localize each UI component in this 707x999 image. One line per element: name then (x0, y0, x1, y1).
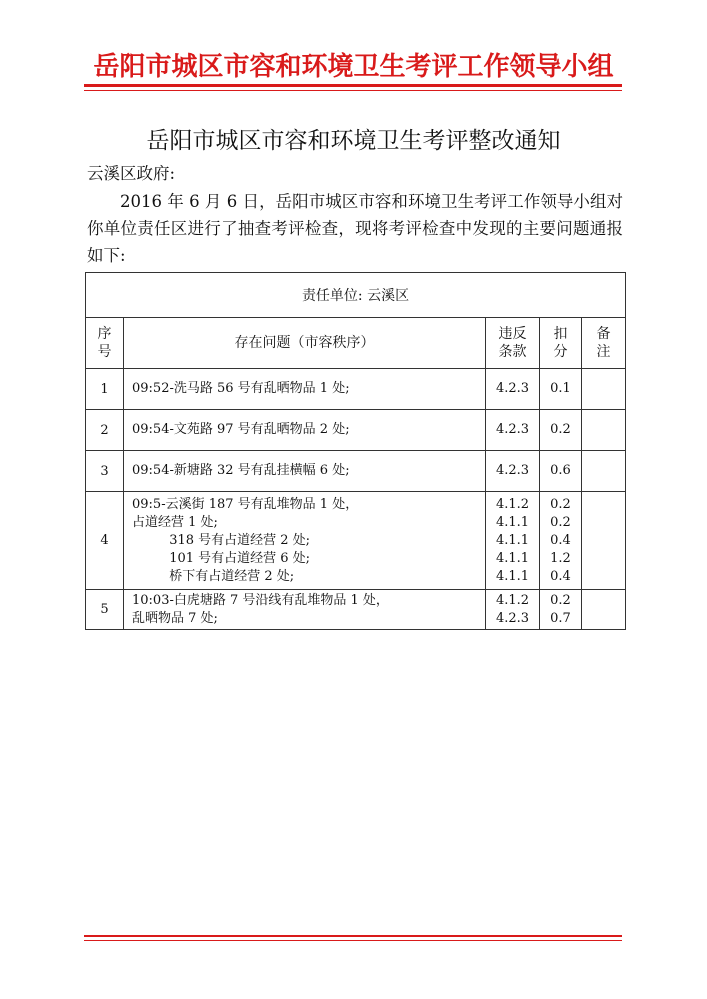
salutation: 云溪区政府: (87, 164, 176, 183)
issue-cell-line: 09:5-云溪街 187 号有乱堆物品 1 处， (132, 496, 359, 512)
clause-cell (486, 451, 540, 492)
deduction-cell-line: 0.2 (550, 422, 571, 437)
issue-cell-line: 10:03-白虎塘路 7 号沿线有乱堆物品 1 处， (132, 592, 389, 608)
deduction-cell (540, 410, 582, 451)
unit-row (86, 273, 626, 318)
header-code: 违反 条款 (486, 318, 540, 369)
table-row (86, 369, 626, 410)
table-row (86, 410, 626, 451)
issue-cell-line: 桥下有占道经营 2 处; (132, 568, 295, 584)
footer-rule-thick (84, 935, 622, 937)
clause-cell-line: 4.1.2 (495, 592, 530, 608)
clause-cell-line: 4.1.1 (495, 568, 530, 584)
header-note: 备 注 (582, 318, 626, 369)
clause-cell-line: 4.2.3 (495, 463, 530, 478)
clause-cell-line: 4.1.1 (495, 532, 530, 548)
deduction-cell-line: 1.2 (550, 550, 571, 566)
deduction-cell (540, 590, 582, 630)
letterhead-title: 岳阳市城区市容和环境卫生考评工作领导小组 (93, 52, 614, 82)
deduction-cell-line: 0.4 (550, 532, 571, 548)
table-row (86, 590, 626, 630)
issue-cell-line: 09:54-新塘路 32 号有乱挂横幅 6 处; (132, 463, 350, 478)
header-issue: 存在问题（市容秩序） (124, 318, 486, 369)
clause-cell (486, 590, 540, 630)
table-row (86, 492, 626, 590)
clause-cell (486, 410, 540, 451)
issue-cell-line: 101 号有占道经营 6 处; (132, 550, 311, 566)
note-cell (582, 492, 626, 590)
issue-cell (124, 451, 486, 492)
clause-cell-line: 4.1.1 (495, 550, 530, 566)
row-number: 3 (86, 451, 124, 492)
deduction-cell-line: 0.1 (550, 381, 571, 396)
clause-cell-line: 4.1.2 (495, 496, 530, 512)
issue-cell (124, 590, 486, 630)
note-cell (582, 451, 626, 492)
issue-cell (124, 492, 486, 590)
issue-cell-line: 09:54-文苑路 97 号有乱晒物品 2 处; (132, 422, 350, 437)
issue-cell (124, 410, 486, 451)
row-number: 4 (86, 492, 124, 590)
report-table (85, 272, 626, 630)
deduction-cell-line: 0.2 (550, 592, 571, 608)
footer-rule-thin (84, 940, 622, 941)
clause-cell-line: 4.1.1 (495, 514, 530, 530)
deduction-cell-line: 0.2 (550, 496, 571, 512)
deduction-cell-line: 0.7 (550, 610, 571, 626)
note-cell (582, 410, 626, 451)
row-number: 1 (86, 369, 124, 410)
clause-cell-line: 4.2.3 (495, 422, 530, 437)
deduction-cell (540, 492, 582, 590)
note-cell (582, 590, 626, 630)
clause-cell-line: 4.2.3 (495, 381, 530, 396)
header-rule-thin (84, 90, 622, 91)
responsible-unit: 责任单位: 云溪区 (86, 273, 626, 318)
deduction-cell (540, 451, 582, 492)
deduction-cell-line: 0.6 (550, 463, 571, 478)
header-no: 序 号 (86, 318, 124, 369)
header-row (86, 318, 626, 369)
row-number: 2 (86, 410, 124, 451)
deduction-cell (540, 369, 582, 410)
row-number: 5 (86, 590, 124, 630)
issue-cell-line: 09:52-洗马路 56 号有乱晒物品 1 处; (132, 381, 350, 396)
note-cell (582, 369, 626, 410)
clause-cell (486, 369, 540, 410)
issue-cell-line: 318 号有占道经营 2 处; (132, 532, 311, 548)
header-score: 扣 分 (540, 318, 582, 369)
document-title: 岳阳市城区市容和环境卫生考评整改通知 (146, 128, 561, 154)
clause-cell-line: 4.2.3 (495, 610, 530, 626)
deduction-cell-line: 0.4 (550, 568, 571, 584)
table-row (86, 451, 626, 492)
header-rule-thick (84, 84, 622, 87)
issue-cell-line: 占道经营 1 处; (132, 514, 218, 530)
issue-cell (124, 369, 486, 410)
clause-cell (486, 492, 540, 590)
issue-cell-line: 乱晒物品 7 处; (132, 610, 218, 626)
body-paragraph: 2016 年 6 月 6 日，岳阳市城区市容和环境卫生考评工作领导小组对你单位责任区进行了抽查考评检查，现将考评检查中发现的主要问题通报如下: (87, 192, 623, 265)
deduction-cell-line: 0.2 (550, 514, 571, 530)
